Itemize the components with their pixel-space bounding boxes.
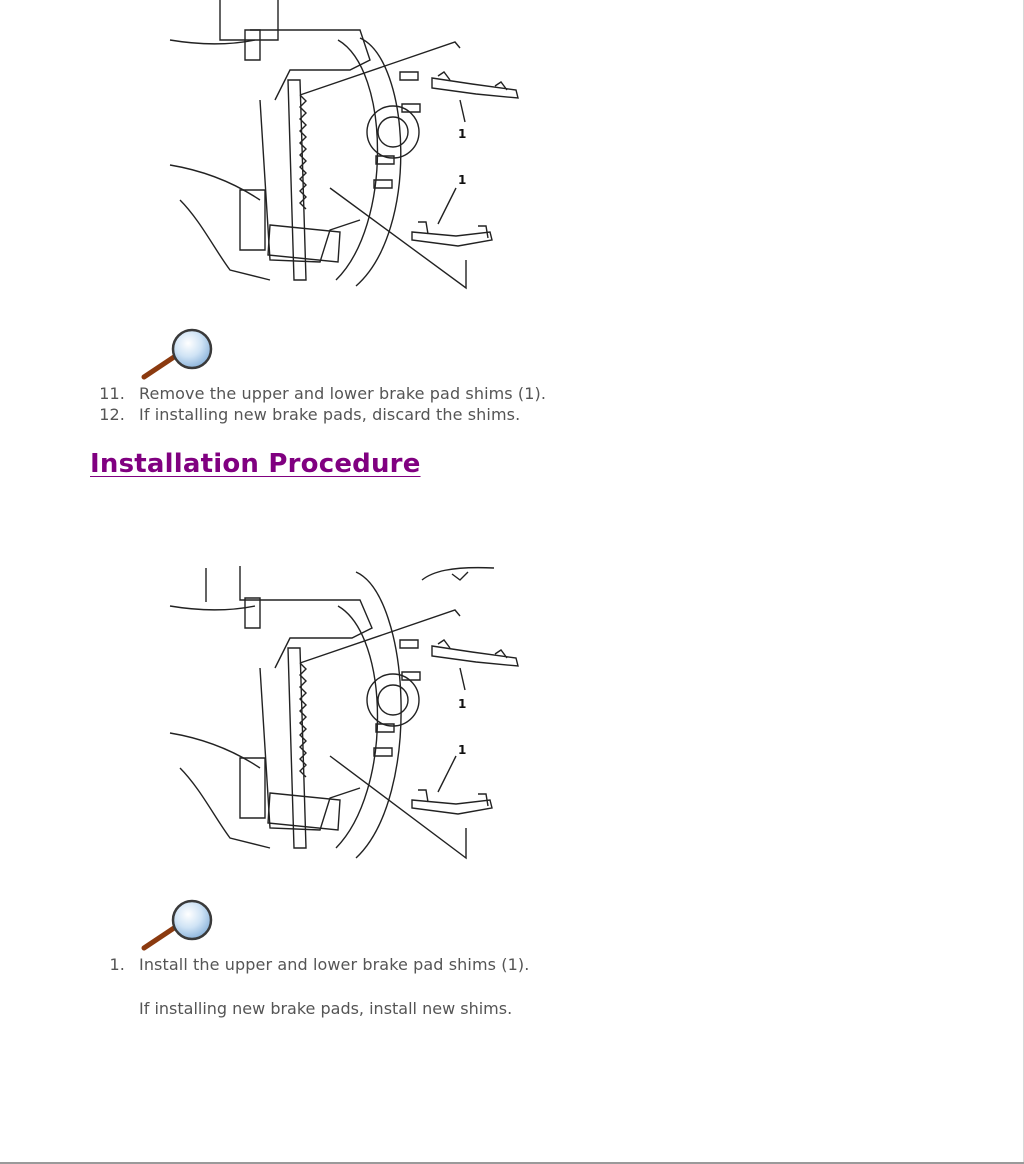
magnifier-icon[interactable] xyxy=(138,898,218,954)
step-number: 1. xyxy=(109,955,125,974)
list-item xyxy=(109,955,530,975)
list-item xyxy=(99,384,547,404)
callout-label: 1 xyxy=(458,173,467,187)
step-note: If installing new brake pads, install new shims. xyxy=(139,999,513,1018)
section-title[interactable]: Installation Procedure xyxy=(90,449,421,479)
brake-caliper-illustration-top xyxy=(160,0,530,300)
magnifier-icon[interactable] xyxy=(138,327,218,383)
brake-caliper-illustration-installation xyxy=(160,566,530,866)
list-item xyxy=(99,405,521,425)
step-text: Remove the upper and lower brake pad shims (1). xyxy=(139,384,547,403)
callout-label: 1 xyxy=(458,127,467,141)
step-text: If installing new brake pads, discard the shims. xyxy=(139,405,521,424)
step-number: 12. xyxy=(99,405,125,424)
step-text: Install the upper and lower brake pad shims (1). xyxy=(139,955,530,974)
callout-label: 1 xyxy=(458,697,467,711)
step-number: 11. xyxy=(99,384,125,403)
callout-label: 1 xyxy=(458,743,467,757)
